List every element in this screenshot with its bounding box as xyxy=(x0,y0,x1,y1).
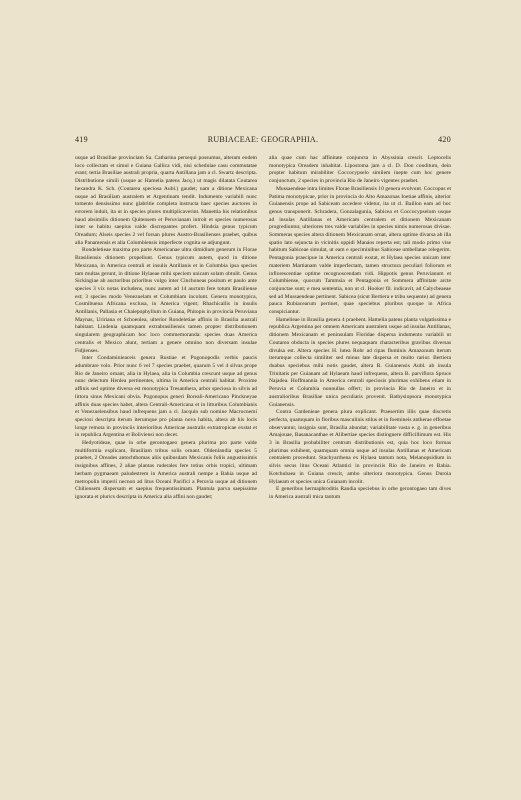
paragraph: Rondeletieae maxima pro parte Americanae ultra dimidium generum in Florae Brasiliensis ditionem propellunt. Genus typicum autem, quod in ditione Mexicana, in America centrali et insulis Antillanis et in Columbia ipsa species tam multas gerunt, in ditione Hylaeae mihi speciem unicam solam obtulit. Genus Sickingiae ab auctoribus prioribus vulgo inter Cinchoneas positum et paulo ante species 3 vix notas includens, nunc autem ad 14 auctum fere totum Brasiliense est; 3 species modo Venezuelam et Columbiam incolunt. Genera monotypica, Cosmibuena Africana exclusa, in America vigent; Rhachicallis in insulis Antillanis, Pallasia et Chalepophyllum in Guiana, Phitopis in provincia Peruviana Maynas, Uririana et Schoenlea, ulterior Rondeletiae affinis in Brasilia australi habitant. Lindenia quamquam extrabrasiliensis tamen propter distributionem singularem geographicam hoc loco commemoranda: species duas America centralis et Mexico alunt, tertiam a genere omnino non diversam insulae Fidjienses. xyxy=(75,247,257,354)
left-column xyxy=(75,155,257,755)
paragraph: Mussaendeae intra limites Florae Brasiliensis 10 genera evolvunt. Coccopus et Patima monotypicae, prior in provincia do Alto Amazonas Ioetiae affinis, alterior Guianensis prope ad Sabiceam accedere videtur, ita ut cl. Baillon eam ad hoc genus transponerit. Schradera, Gonzalagunia, Sabicea et Coccocypselum usque ad insulas Antillanas et Americam centralem et ditionem Mexicanam progrediuntur, ulteriores tres valde variabiles in species nimis numerosas divisae. Sommeras species altera ditionem Mexicanam ornat, altera optime divarsa ab illa spatio lato sejuncta in vicinitis oppidi Manáos reperta est; tali modo primo vise habitum Sabiceae simulat, ut eam e speciminibus Sabiceae umbellatae relegerim. Pentagonia praecipue in America centrali exstat, et Hylaea species unicam inter materiem Martianam valde imperfectam, tamen structura peculiari foliorum et inflorescentiae optime recognoscendam vidi. Hippotis genus Peruvianum et Columbiense, quocum Tammsia et Pentagonia et Sommera affinitate arcte conjunctae sunt; e mea sententia, non ut cl. Hooker fil. indicavit, ad Calycbeaeae sed ad Mussaendeae pertinent. Sabicea (sicut Bertiera e tribu sequente) ad genera pauca Rubiacearum pertinet, quae speciebus pluribus quoque in Africa conspiciantur. xyxy=(269,185,451,316)
running-header xyxy=(75,135,451,147)
paragraph: alia quae cum hac affinitate conjuncta in Abyssinia crescit. Leptocelis monotypica Oreadem inhabitat. Lipostoma jam a cl. D. Don conditum, dein propter habitum mirabiliter Coccocypselo similem inepte cum hoc genere conjunctum, 2 species in provincia Rio de Janeiro vigentes praebet. xyxy=(269,155,451,185)
paragraph: E generibus hermaphroditis Randia speciebus in orbe gerontogaeo tam dives in America australi mica tantum xyxy=(269,486,451,500)
paragraph: Hamelieae in Brasilia genera 4 praebent. Hamelia patens planta vulgatissima e republica Argentina per omnem Americam australem usque ad insulas Antillanas, ditionem Mexicanam et peninsulam Floridae dispersa indumento variabili ut Coutarea obducta in species plures nequaquam characteribus gravibus diversas divulsa est. Altera species H. lutea Rohr ad ripas fluminis Amazonum iterum iterumque collecta similiter sed minus late dispersa et multo rarior. Bertiera duabus speciebus mihi notis gaudet, altera B. Guianensis Aubl. ab insula Trinitatis per Guianam ad Hylaeam haud infrequens, altera B. parviflora Spruce Najadea. Hoffmannia in America centrali speciosis plurimas exhibens etiam in Peruvia et Columbia nonnullas offert; in provincia Rio de Janeiro et in australioribus Brasiliae unica peculiaris provenit. Bathysiopsora monotypica Guianensis. xyxy=(269,316,451,408)
page-number-right: 420 xyxy=(438,135,451,144)
paragraph: usque ad Brasiliae provinciam Sa. Catharina persequi possumus, alteram eodem loco collectam et simul e Guiana Gallica vidi, nisi schedulae casu commutatae erant; tertia Brasiliae australi propria, quarta Antillana jam a cl. Swartz descripta. Distributione simili (usque ac Hamelia patens Jacq.) ut magis dilatata Coutarea hexandra K. Sch. (Coutarea speciosa Aubl.) gaudet; nam a ditione Mexicana usque ad Brasiliam australem et Argentinam tendit. Indumento variabili nunc tomento densissimo nunc glabritie completa instructa haec species auctores in errorem induit, ita ut in species plures multiplicaverint. Manettia his relationibus haud absimilis ditionem Quitensem et Peruvianam introit et species numerosas inter se habitu saepius valde discrepantes profert. Hindsia genus typicum Oreadum; Alseis species 2 vel forsan plures Austro-Brasilienses praebet, quibus alia Panamensis et alia Columbiensis imperfecte cognita se adjungunt. xyxy=(75,155,257,246)
paragraph: Inter Condaminieaceis genera Rustiae et Pogonopodis verbis paucis adumbrare volo. Prior nunc 6 vel 7 species praebet, quarum 5 vel 4 silvas prope Rio de Janeiro ornant, alia in Hylaea, alia in Columbia crescunt usque ad genus nunc delectum Henlea pertinentes, ultima in America centrali habitat. Proxime affinis sed optime diversa est monotypica Tresanthera, arbor speciosa in silvis ad littora sinus Mexicani obvia. Pogonopus generi Boreali-Americano Pinckneyae affinis duas species habet, altera Centrali-Americana et in litturibus Columbianis et Venezuelensibus haud infrequens jam a cl. Jacquin sub nomine Macrocnemi speciosi descripta iterum iterumque pro planta nova habita, altera ab his locis longe remota in provinciis interioribus Americae australis extratropicae exstat et in republica Argentina et Boliviensi non decet. xyxy=(75,355,257,439)
page-number-left: 419 xyxy=(75,135,88,144)
paragraph: Hedyotideae, quae in orbe gerontogaeo genera plurima pro parte valde multiformia explicant, Brasiliam tribus solis ornant. Oldenlandia species 5 praebet, 2 Oreades antochthomas aliis quibusdam Mexicanis foliis angustissimis insignibus affines, 2 aliae plantas ruderales fere totius orbis tropici, ultimam herbam pygmaeam paludestrem in America australi nempe a Bahia usque ad metropolin imperii necnon ad litus Oceani Pacifici a Peruvia usque ad ditionem Chiliensem dispersam et saepius frequentissimam. Plantula parva saepissime ignorata et plurics descripta in America alia affini non gaudet; xyxy=(75,440,257,500)
running-title: RUBIACEAE: GEOGRAPHIA. xyxy=(207,135,319,144)
right-column xyxy=(269,155,451,755)
paragraph: Contra Gardenieae genera plura explicant. Praesertim illis quae discretis perfecta, quamquam in floribus masculinis stilus et in foemineis antherae effoetae observantur, insignia sunt, Brasilia abundat; variabilitate vasta e. g. in generibus Amajouae, Basanacanthae et Alibertiae species distinguere difficillimum est. His 3 in Brasilia probabiliter centrum distributionis est, quia hoc loco formas plurimas exhibent, quamquam omnia usque ad insulas Antillanas et Americam centralem procedunt. Stachyarrhena ex Hylaea tantum nota, Melanopsidium in silvis secus litus Oceani Atlantici in provinciis Rio de Janeiro et Bahia. Kotchubaea in Guiana crescit, ambo ulteriora monotypica. Genus Duroia Hylaeam et species unica Guianam incolit. xyxy=(269,409,451,485)
text-columns xyxy=(75,155,451,755)
